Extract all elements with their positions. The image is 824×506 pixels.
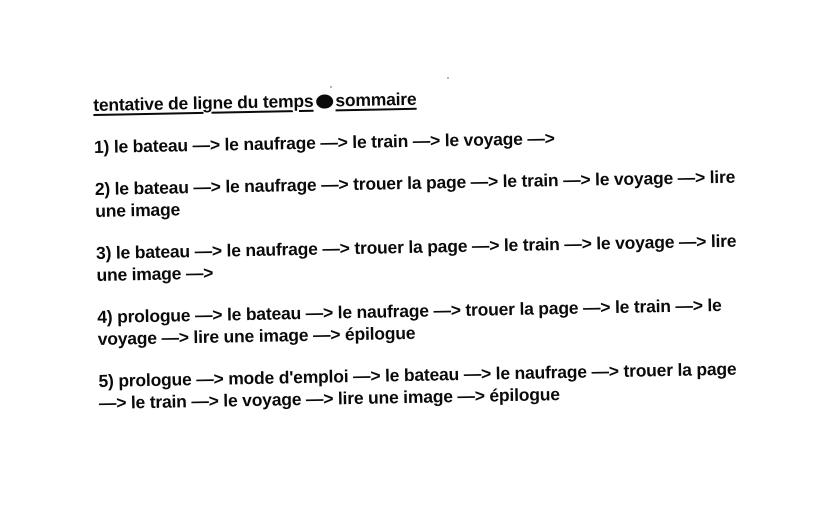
entry-line: 3) le bateau —> le naufrage —> trouer la page —> le train —> le voyage —> lire: [95, 230, 737, 263]
document-body: [93, 81, 799, 434]
timeline-entry-4: [97, 293, 788, 350]
timeline-entry-1: [94, 123, 784, 158]
ink-blot-icon: [316, 94, 333, 108]
timeline-entry-5: [98, 357, 789, 414]
title-text-end: sommaire: [335, 88, 417, 111]
document-title: [93, 81, 793, 116]
entry-line: 5) prologue —> mode d'emploi —> le bateau —> le naufrage —> trouer la page: [98, 358, 737, 391]
timeline-entry-2: [95, 165, 786, 222]
scan-speck: [447, 77, 449, 79]
entry-line: 4) prologue —> le bateau —> le naufrage —> trouer la page —> le train —> le: [97, 294, 722, 327]
timeline-entry-3: [96, 229, 787, 286]
scan-speck: [330, 86, 332, 88]
entry-line-continued: une image: [95, 199, 181, 221]
title-text: tentative de ligne du temps: [93, 90, 314, 115]
entry-line: 2) le bateau —> le naufrage —> trouer la page —> le train —> le voyage —> lire: [94, 166, 736, 199]
entry-line-continued: voyage —> lire une image —> épilogue: [97, 322, 416, 349]
entry-line: 1) le bateau —> le naufrage —> le train —> le voyage —>: [93, 128, 555, 157]
entry-line-continued: —> le train —> le voyage —> lire une image —> épilogue: [98, 384, 560, 413]
entry-line-continued: une image —>: [96, 262, 214, 285]
